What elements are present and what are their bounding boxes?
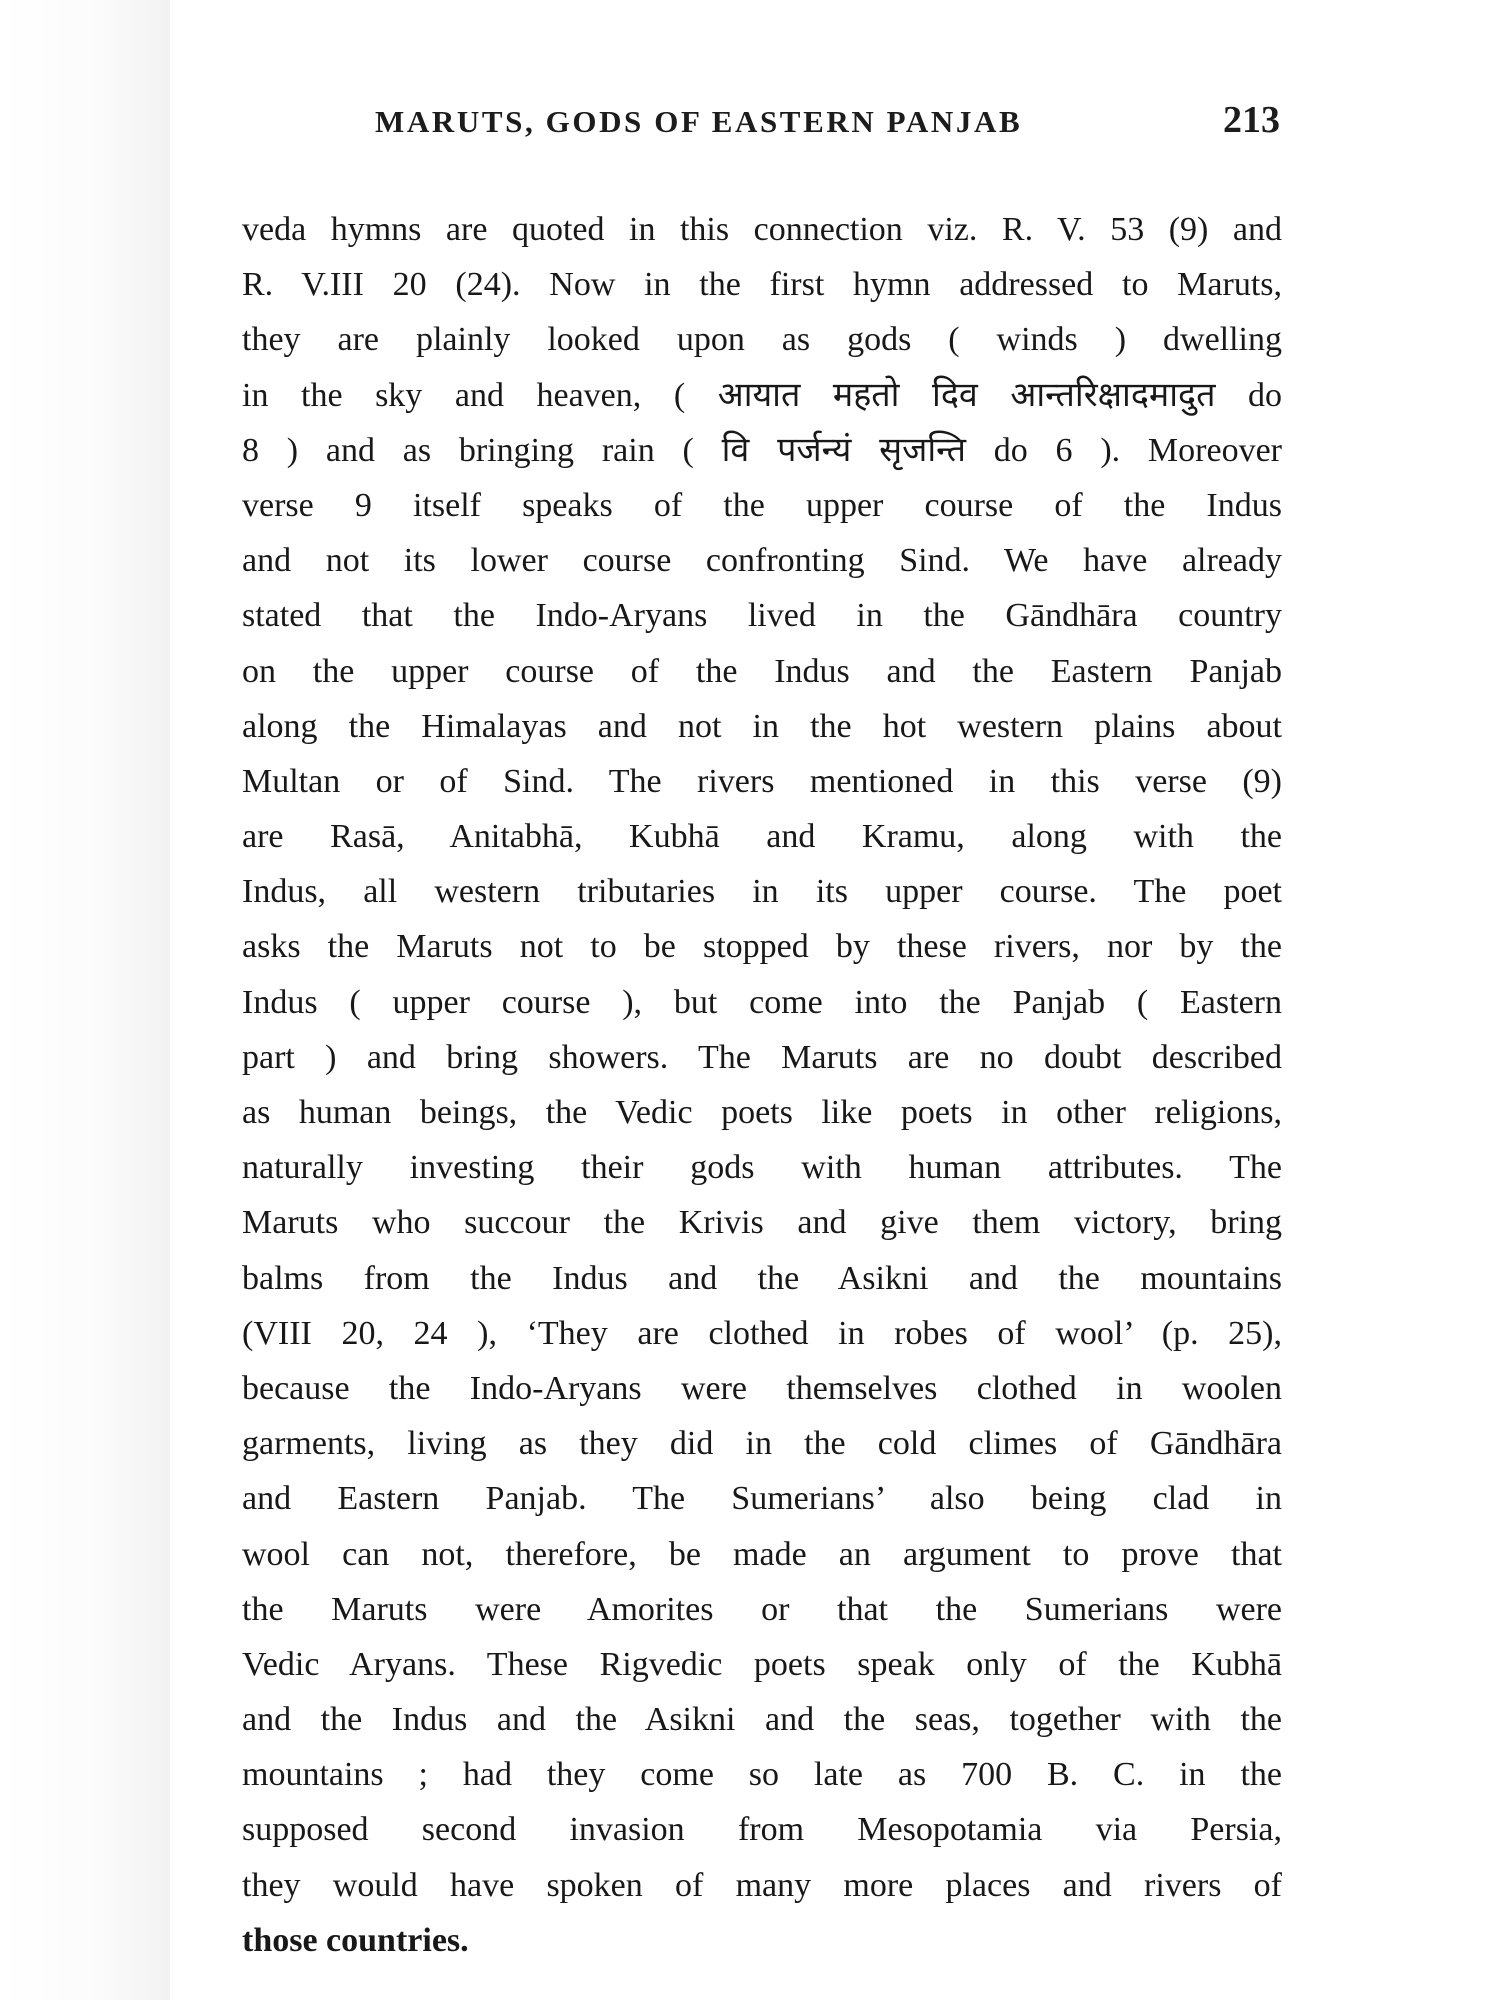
- text-line: balms from the Indus and the Asikni and the mountains: [242, 1259, 1282, 1297]
- text-line: and the Indus and the Asikni and the seas, together with the: [242, 1701, 1282, 1739]
- text-line: asks the Maruts not to be stopped by these rivers, nor by the: [242, 928, 1282, 966]
- text-line: Indus, all western tributaries in its upper course. The poet: [242, 873, 1282, 911]
- page-number: 213: [1223, 99, 1280, 141]
- text-line: mountains ; had they come so late as 700 B. C. in the: [242, 1756, 1282, 1794]
- text-line: supposed second invasion from Mesopotamia via Persia,: [242, 1811, 1282, 1849]
- text-line: the Maruts were Amorites or that the Sumerians were: [242, 1590, 1282, 1628]
- text-line: Maruts who succour the Krivis and give them victory, bring: [242, 1204, 1282, 1242]
- text-line: Vedic Aryans. These Rigvedic poets speak only of the Kubhā: [242, 1645, 1282, 1683]
- text-line-final: those countries.: [242, 1921, 469, 1959]
- text-line: and Eastern Panjab. The Sumerians’ also being clad in: [242, 1480, 1282, 1518]
- text-line: along the Himalayas and not in the hot western plains about: [242, 707, 1282, 745]
- text-line: Indus ( upper course ), but come into the Panjab ( Eastern: [242, 983, 1282, 1021]
- running-title: MARUTS, GODS OF EASTERN PANJAB: [375, 104, 1023, 139]
- text-line: R. V.III 20 (24). Now in the first hymn addressed to Maruts,: [242, 266, 1282, 304]
- binding-gutter-shadow: [0, 0, 170, 2000]
- text-line: Multan or of Sind. The rivers mentioned in this verse (9): [242, 762, 1282, 800]
- body-text: [242, 202, 1282, 1968]
- text-line: (VIII 20, 24 ), ‘They are clothed in robes of wool’ (p. 25),: [242, 1314, 1282, 1352]
- text-line: verse 9 itself speaks of the upper course of the Indus: [242, 486, 1282, 524]
- text-line: are Rasā, Anitabhā, Kubhā and Kramu, along with the: [242, 818, 1282, 856]
- text-line: garments, living as they did in the cold climes of Gāndhāra: [242, 1425, 1282, 1463]
- text-line: they would have spoken of many more places and rivers of: [242, 1866, 1282, 1904]
- page-header: [375, 98, 1280, 148]
- text-line: because the Indo-Aryans were themselves clothed in woolen: [242, 1369, 1282, 1407]
- text-line: and not its lower course confronting Sind. We have already: [242, 542, 1282, 580]
- text-line: naturally investing their gods with human attributes. The: [242, 1149, 1282, 1187]
- text-line: wool can not, therefore, be made an argument to prove that: [242, 1535, 1282, 1573]
- text-line: part ) and bring showers. The Maruts are no doubt described: [242, 1038, 1282, 1076]
- text-line: stated that the Indo-Aryans lived in the Gāndhāra country: [242, 597, 1282, 635]
- text-line: in the sky and heaven, ( आयात महतो दिव आन्तरिक्षादमादुत do: [242, 376, 1282, 414]
- text-line: veda hymns are quoted in this connection viz. R. V. 53 (9) and: [242, 211, 1282, 248]
- text-line: on the upper course of the Indus and the Eastern Panjab: [242, 652, 1282, 690]
- text-line: 8 ) and as bringing rain ( वि पर्जन्यं सृजन्ति do 6 ). Moreover: [242, 431, 1282, 469]
- text-line: they are plainly looked upon as gods ( winds ) dwelling: [242, 321, 1282, 359]
- text-line: as human beings, the Vedic poets like poets in other religions,: [242, 1094, 1282, 1131]
